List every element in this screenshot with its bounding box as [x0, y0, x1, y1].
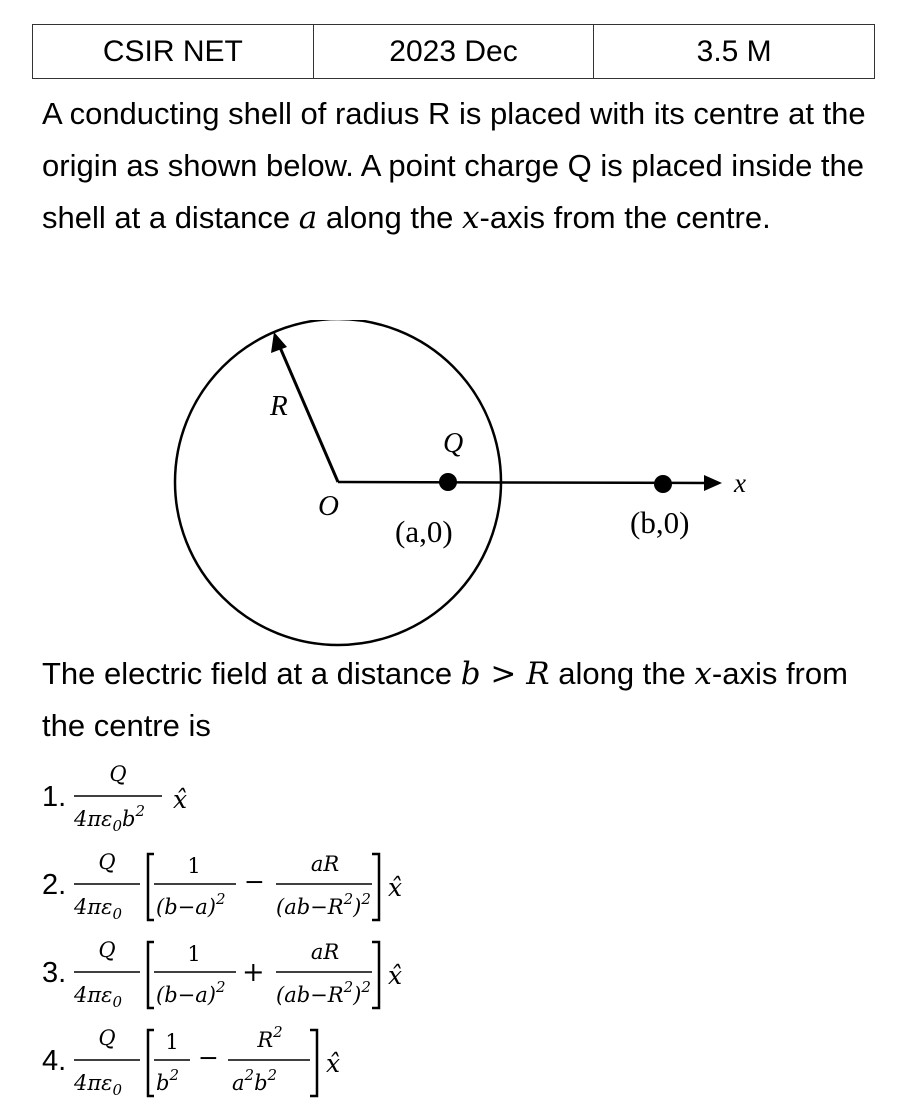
svg-text:x̂: x̂ [388, 961, 403, 990]
radius-label: R [270, 390, 288, 422]
svg-text:Q: Q [98, 1026, 116, 1050]
charge-label: Q [443, 428, 464, 459]
option-2-formula [70, 840, 510, 930]
option-3-formula [70, 928, 510, 1018]
svg-text:1: 1 [187, 854, 201, 878]
radius-line [279, 345, 338, 482]
svg-text:Q: Q [109, 762, 127, 786]
svg-text:1: 1 [187, 942, 201, 966]
question-info-row [33, 25, 875, 79]
svg-text:aR: aR [311, 852, 340, 876]
svg-text:a2b2: $a^2b^2$ [232, 1066, 278, 1095]
question-info-table [32, 24, 875, 79]
field-point [654, 475, 672, 493]
variable-x: x [462, 200, 480, 236]
svg-text:4πε0: $4\pi\varepsilon_0$ [74, 895, 123, 923]
variable-a: a [298, 200, 318, 236]
origin-label: O [318, 490, 339, 522]
svg-text:Q: Q [98, 938, 116, 962]
svg-text:b2: $b^2$ [156, 1066, 180, 1095]
option-1-number: 1. [42, 780, 67, 813]
option-4-number: 4. [42, 1044, 67, 1077]
svg-text:4πε0: $4\pi\varepsilon_0$ [74, 1071, 123, 1099]
svg-text:x̂: x̂ [388, 873, 403, 902]
prompt-variable-x: x [694, 656, 712, 692]
svg-text:x̂: x̂ [326, 1049, 341, 1078]
svg-text:4πε0b2: $4\pi\varepsilon_0b^2$ [74, 802, 146, 835]
option-2-number: 2. [42, 868, 67, 901]
prompt-text-part1: The electric field at a distance [42, 656, 461, 691]
svg-text:−: − [198, 1043, 220, 1072]
radius-arrowhead [271, 332, 287, 353]
exam-session-cell: 2023 Dec [313, 25, 594, 79]
svg-text:−: − [244, 867, 266, 896]
charge-point [439, 473, 457, 491]
svg-text:(ab−R2)2: $(ab-R^2)^2$ [276, 978, 372, 1007]
svg-text:(b−a)2: $(b-a)^2$ [156, 890, 226, 919]
condition-b-gt-r: b > R [460, 656, 550, 692]
prompt-text-part2: along the [549, 656, 695, 691]
question-text [42, 88, 872, 244]
svg-text:1: 1 [165, 1030, 179, 1054]
option-2[interactable] [42, 840, 510, 930]
x-axis-arrowhead [704, 475, 722, 491]
option-3[interactable] [42, 928, 510, 1018]
x-axis-label: x [734, 468, 746, 498]
question-text-part1: A conducting shell of radius R is placed with its centre at the origin as shown below. A point charge Q is placed inside the shell at a distance [42, 96, 866, 235]
svg-text:x̂: x̂ [173, 785, 188, 814]
option-4[interactable] [42, 1016, 400, 1106]
svg-text:R2: $R^2$ [257, 1023, 283, 1052]
shell-diagram [160, 320, 760, 655]
option-4-formula [70, 1016, 400, 1106]
option-1[interactable] [42, 752, 210, 842]
question-text-part2: along the [317, 200, 463, 235]
prompt-text-part3: -axis from the centre is [42, 656, 848, 743]
exam-name-cell: CSIR NET [33, 25, 314, 79]
option-1-formula [70, 752, 210, 842]
svg-text:+: + [242, 957, 265, 988]
marks-cell: 3.5 M [594, 25, 875, 79]
svg-text:(ab−R2)2: $(ab-R^2)^2$ [276, 890, 372, 919]
question-text-part3: -axis from the centre. [479, 200, 771, 235]
option-3-number: 3. [42, 956, 67, 989]
charge-coordinate: (a,0) [395, 514, 453, 549]
svg-text:(b−a)2: $(b-a)^2$ [156, 978, 226, 1007]
prompt-text [42, 648, 872, 752]
field-point-coordinate: (b,0) [630, 505, 690, 540]
svg-text:4πε0: $4\pi\varepsilon_0$ [74, 983, 123, 1011]
svg-text:aR: aR [311, 940, 340, 964]
svg-text:Q: Q [98, 850, 116, 874]
